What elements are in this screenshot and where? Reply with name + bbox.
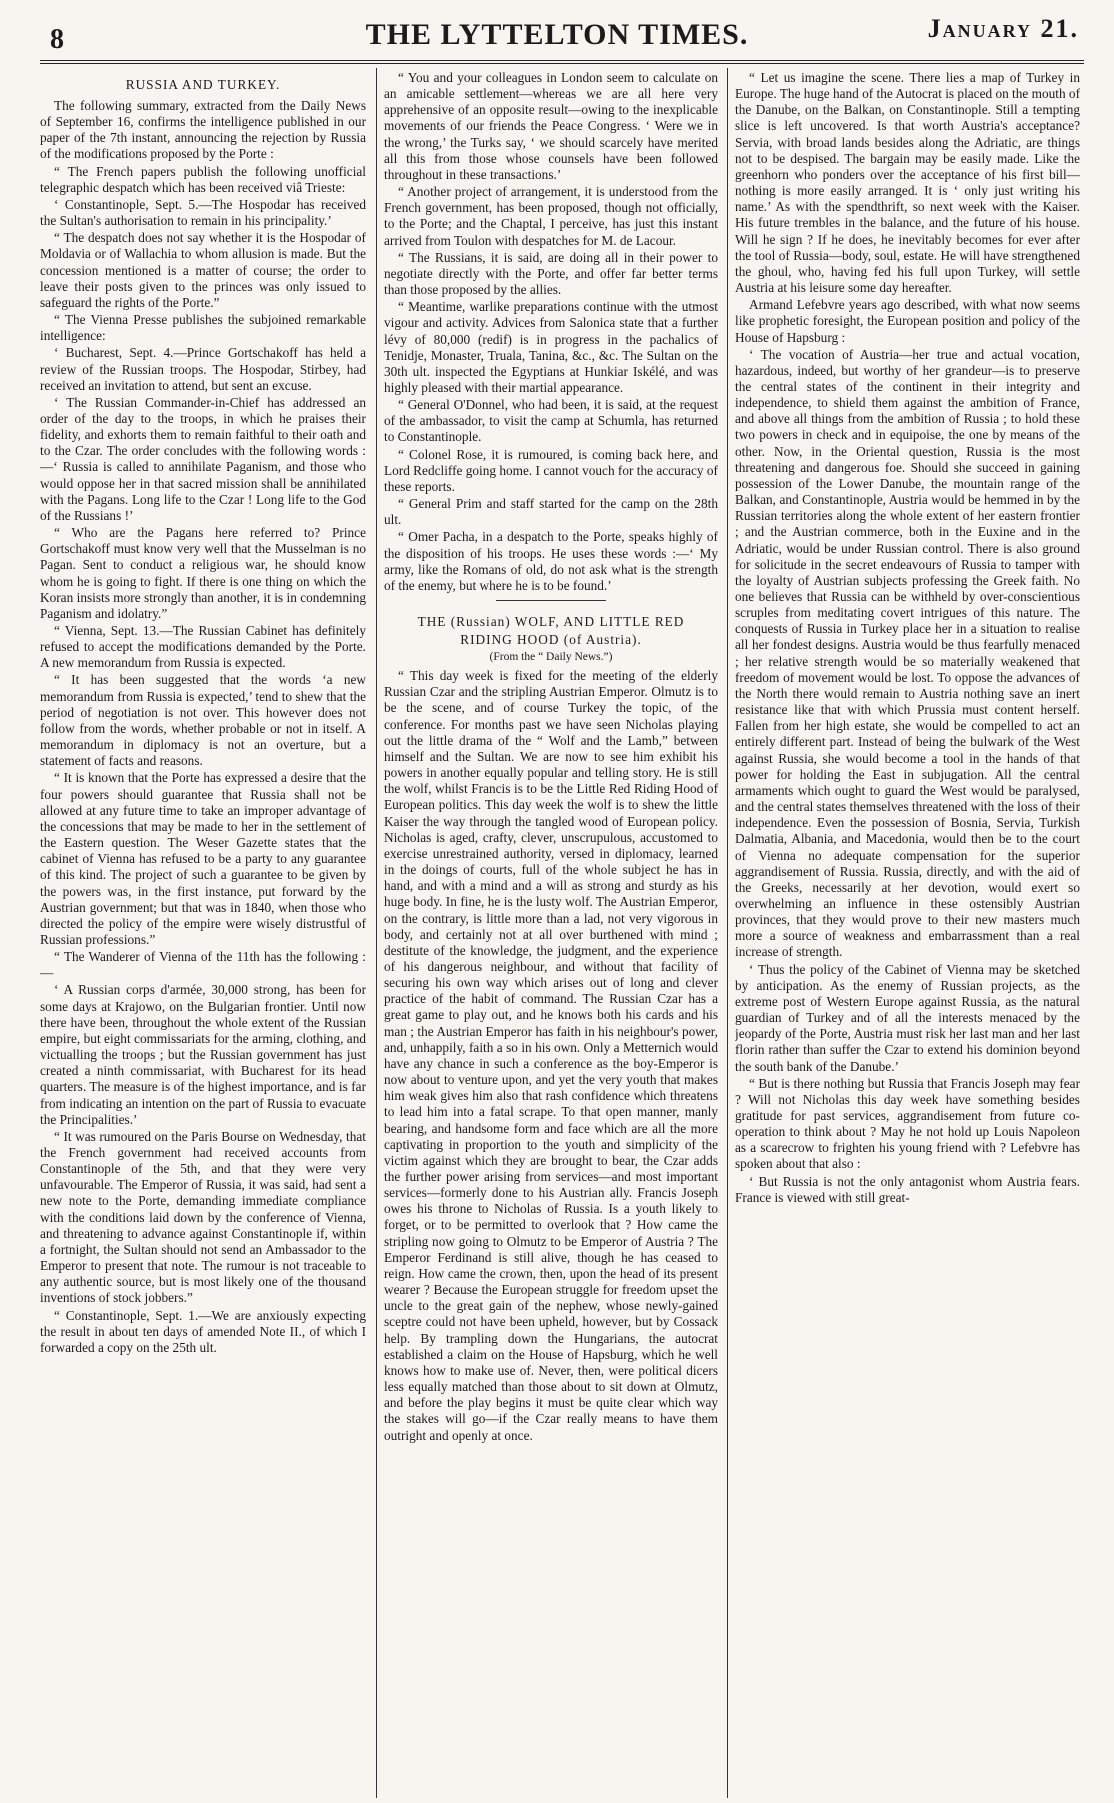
paragraph: “ Colonel Rose, it is rumoured, is coming back here, and Lord Redcliffe going home. I cannot vouch for the accuracy of these reports.	[384, 446, 718, 494]
paragraph: “ Meantime, warlike preparations continue with the utmost vigour and activity. Advices from Salonica state that a further lévy of 80,000 (redif) is in progress in the pachalics of Tenidje, Monaster, Truala, Tanina, &c., &c. The Sultan on the 30th ult. inspected the Egyptians at Hunkiar Iskélé, and was highly pleased with their martial appearance.	[384, 299, 718, 395]
paragraph: “ The despatch does not say whether it is the Hospodar of Moldavia or of Wallachia to whom allusion is made. But the concession mentioned is a matter of course; the order to leave their posts given to the princes was only issued to safeguard the rights of the Porte.”	[40, 230, 366, 310]
paragraph: “ It is known that the Porte has expressed a desire that the four powers should guarantee that Russia shall not be allowed at any future time to take an improper advantage of the concessions that may be made to her in the settlement of the Eastern question. The Weser Gazette states that the cabinet of Vienna has refused to be a party to any guarantee of this kind. The project of such a guarantee to be given by the powers was, in the first instance, put forward by the Austrian government; but that was in 1840, when those who directed the policy of the empire were wisely distrustful of Russian professions.”	[40, 770, 366, 947]
paragraph: ‘ Bucharest, Sept. 4.—Prince Gortschakoff has held a review of the Russian troops. The Hospodar, Stirbey, had received an invitation to attend, but sent an excuse.	[40, 345, 366, 393]
paragraph: Armand Lefebvre years ago described, with what now seems like prophetic foresight, the European position and policy of the House of Hapsburg :	[735, 297, 1080, 345]
column-3	[735, 70, 1080, 1795]
paragraph: “ Let us imagine the scene. There lies a map of Turkey in Europe. The huge hand of the Autocrat is placed on the mouth of the Danube, on the Balkan, on Constantinople. Still a tempting slice is left uncovered. Is that worth Austria's acceptance? Servia, with broad lands besides along the Adriatic, are things not to be despised. The bargain may be easily made. Like the greenhorn who ponders over the acceptance of his first bill—nothing is more easily arranged. It is ‘ only just writing his name.’ As with the spendthrift, so next week with the Kaiser. His future trembles in the balance, and the future of his house. Will he sign ? If he does, he inevitably becomes for ever after the tool of Russia—body, soul, estate. He will have strengthened the ghoul, who, having fed his full upon Turkey, will settle Austria at his leisure some day hereafter.	[735, 70, 1080, 296]
paragraph: ‘ The Russian Commander-in-Chief has addressed an order of the day to the troops, in which he praises their fidelity, and exhorts them to remain faithful to their oath and to the Czar. The order concludes with the following words :—‘ Russia is called to annihilate Paganism, and those who would oppose her in that sacred mission shall be annihilated with the Pagans. Long life to the Czar ! Long life to the God of the Russians !’	[40, 394, 366, 523]
paragraph: The following summary, extracted from the Daily News of September 16, confirms the intelligence published in our paper of the 7th instant, announcing the rejection by Russia of the modifications proposed by the Porte :	[40, 98, 366, 162]
article-byline: (From the “ Daily News.”)	[489, 651, 613, 663]
paragraph: “ Constantinople, Sept. 1.—We are anxiously expecting the result in about ten days of amended Note II., of which I forwarded a copy on the 25th ult.	[40, 1307, 366, 1355]
paragraph: “ This day week is fixed for the meeting of the elderly Russian Czar and the stripling Austrian Emperor. Olmutz is to be the scene, and of course Turkey the topic, of the conference. For months past we have seen Nicholas playing out the little drama of the “ Wolf and the Lamb,” between himself and the Sultan. We are now to see him exhibit his powers in another equally popular and telling story. He is still the wolf, whilst Francis is to be the Little Red Riding Hood of European politics. This day week the wolf is to shew the little Kaiser the way through the tangled wood of European policy. Nicholas is aged, crafty, clever, unscrupulous, accustomed to exercise unrestrained authority, versed in diplomacy, learned in the doings of courts, full of the whole subject he has in hand, and with a mind and a will as strong and sturdy as his huge body. In fine, he is the lusty wolf. The Austrian Emperor, on the contrary, is little more than a lad, not very vigorous in body, and certainly not at all over burthened with mind ; destitute of the knowledge, the judgment, and the experience of his dangerous neighbour, and without that facility of securing his own way which arises out of long and clever practice of the habit of command. The Russian Czar has a great game to play out, and he knows both his cards and his man ; the Austrian Emperor has faith in his neighbour's power, and, unhappily, faith a so in his own. Only a Metternich would have any chance in such a conference as the boy-Emperor is now about to venture upon, and yet the very youth that makes him weak gives him also that rash confidence which threatens to lead him into a fatal scrape. To that open manner, manly bearing, and handsome form and face which are all the more captivating in proportion to the youth and simplicity of the victim against which they are brought to bear, the Czar adds the further power arising from services—and most important services—formerly done to his Austrian ally. Francis Joseph owes his throne to Nicholas of Russia. Is a youth likely to forget, or to be permitted to overlook that ? How came the stripling now going to Olmutz to be Emperor of Austria ? The Emperor Ferdinand is still alive, though he has ceased to reign. How came the crown, then, upon the head of its present wearer ? Because the European struggle for freedom upset the uncle to the great gain of the nephew, whose newly-gained sceptre could not have been upheld, however, but by Cossack help. By trampling down the Hungarians, the autocrat established a claim on the House of Hapsburg, which he well knows how to make use of. Never, then, were political dicers less equally matched than those about to sit down at Olmutz, and before the play begins it must be quite clear which way the stakes will go—if the Czar really means to have them outright and openly at once.	[384, 668, 718, 1443]
paragraph: “ General Prim and staff started for the camp on the 28th ult.	[384, 496, 718, 528]
paragraph: ‘ The vocation of Austria—her true and actual vocation, hazardous, indeed, but worthy of her grandeur—is to preserve the central states of the continent in their integrity and independence, to shield them against the ambition of France, and above all things from the ambition of Russia ; to hold these two powers in check and in equipoise, the one by means of the other. Now, in the Oriental question, Russia is the most threatening and dangerous foe. Should she succeed in gaining possession of the Lower Danube, the mountain range of the Balkan, and Constantinople, Austria would be hemmed in by the Russian territories along the whole extent of her eastern frontier ; and the Austrian commerce, both in the Euxine and in the Adriatic, would be under Russian control. There is also ground for solicitude in the secret endeavours of Russia to tamper with the loyalty of Austrian subjects professing the Greek faith. No one believes that Russia can be withheld by over-conscientious scruples from meditating covert intrigues of this nature. The conquests of Russia in Turkey place her in a situation to realise all her fondest designs. Austria would be thus fearfully menaced ; her relative strength would be so materially weakened that freedom of movement would be lost. To oppose the advances of the North there would remain to Austria nothing save an inert resistance like that with which Prussia must content herself. Fallen from her high estate, she would be compelled to act an entirely different part. Instead of being the bulwark of the West against Russia, she would become a tool in the hands of that power for holding the East in subjugation. All the central armaments which ought to guard the West would be paralysed, and the central states themselves threatened with the loss of their independence. Even the possession of Bosnia, Servia, Turkish Dalmatia, Albania, and Macedonia, would then be to the court of Vienna no adequate compensation for the superior aggrandisement of Russia. Russia, directly, and with the aid of the Greeks, necessarily at her devotion, would exert so overwhelming an influence in these ostensibly Austrian provinces, that they would prove to their new masters much more a source of weakness and embarrassment than a real increase of strength.	[735, 346, 1080, 960]
paragraph: “ The French papers publish the following unofficial telegraphic despatch which has been received viâ Trieste:	[40, 163, 366, 195]
column-2	[384, 70, 718, 1795]
paragraph: “ The Russians, it is said, are doing all in their power to negotiate directly with the Porte, and offer far better terms than those proposed by the allies.	[384, 249, 718, 298]
paragraph: “ Vienna, Sept. 13.—The Russian Cabinet has definitely refused to accept the modifications demanded by the Porte. A new memorandum from Russia is expected.	[40, 623, 366, 671]
paragraph: “ It has been suggested that the words ‘a new memorandum from Russia is expected,’ tend to shew that the period of negotiation is not over. This however does not follow from the words, whether probable or not in itself. A memorandum in diplomacy is not an overture, but a statement of facts and reasons.	[40, 672, 366, 769]
paper-title: THE LYTTELTON TIMES.	[365, 18, 749, 51]
column-1	[40, 70, 366, 1795]
paragraph: “ The Wanderer of Vienna of the 11th has the following :—	[40, 949, 366, 981]
article-title-wolf-line-1: THE (Russian) WOLF, AND LITTLE RED	[417, 614, 685, 629]
section-divider	[496, 600, 606, 601]
article-title-russia-turkey: RUSSIA AND TURKEY.	[125, 77, 281, 92]
paragraph: “ But is there nothing but Russia that Francis Joseph may fear ? Will not Nicholas this day week have something besides gratitude for past services, aggrandisement from future co-operation to think about ? May he not hold up Louis Napoleon as a scarecrow to frighten his young friend with ? Lefebvre has spoken about that also :	[735, 1075, 1080, 1172]
page-number: 8	[50, 24, 64, 55]
paragraph: “ Omer Pacha, in a despatch to the Porte, speaks highly of the disposition of his troops. He uses these words :—‘ My army, like the Romans of old, do not ask what is the strength of the enemy, but where he is to be found.’	[384, 529, 718, 593]
paragraph: “ You and your colleagues in London seem to calculate on an amicable settlement—whereas we are all here very apprehensive of an opposite result—owing to the inexplicable movements of our friends the Peace Congress. ‘ Were we in the wrong,’ the Turks say, ‘ we should scarcely have merited all this from those whose counsels have been followed throughout in these transactions.’	[384, 70, 718, 182]
masthead	[0, 0, 1114, 62]
paragraph: “ Who are the Pagans here referred to? Prince Gortschakoff must know very well that the Musselman is no Pagan. Sent to conduct a religious war, he should know whom he is going to fight. If there is one thing on which the Koran insists more strongly than another, it is in condemning Paganism and idolatry.”	[40, 525, 366, 621]
paragraph: ‘ Thus the policy of the Cabinet of Vienna may be sketched by anticipation. As the enemy of Russian projects, as the extreme post of Western Europe against Russia, as the natural guardian of Turkey and of all the interests menaced by the jeopardy of the Porte, Austria must risk her last man and her last florin rather than suffer the Czar to extend his dominion beyond the south bank of the Danube.’	[735, 961, 1080, 1074]
article-title-wolf-line-2: RIDING HOOD (of Austria).	[460, 632, 642, 647]
paragraph: ‘ A Russian corps d'armée, 30,000 strong, has been for some days at Krajowo, on the Bulgarian frontier. Until now there have been, throughout the whole extent of the Russian empire, but eight commissariats for the arming, clothing, and victualling the troops ; but the Russian government has just created a ninth commissariat, with Bucharest for its head quarters. The measure is of the highest importance, and is far from indicating an intention on the part of Russia to evacuate the Principalities.’	[40, 982, 366, 1127]
paragraph: “ General O'Donnel, who had been, it is said, at the request of the ambassador, to visit the camp at Schumla, has returned to Constantinople.	[384, 397, 718, 445]
column-divider	[727, 68, 728, 1798]
paragraph: “ The Vienna Presse publishes the subjoined remarkable intelligence:	[40, 312, 366, 344]
paragraph: “ Another project of arrangement, it is understood from the French government, has been proposed, though not officially, to the Porte; and the Chaptal, I perceive, has just this instant arrived from Toulon with despatches for M. de Lacour.	[384, 184, 718, 248]
paragraph: “ It was rumoured on the Paris Bourse on Wednesday, that the French government had received accounts from Constantinople of the 5th, and that they were very unfavourable. The Emperor of Russia, it was said, had sent a new note to the Porte, demanding immediate compliance with the conditions laid down by the conference of Vienna, and threatening to advance against Constantinople if, within a fortnight, the Sultan should not send an Ambassador to the Emperor to present that note. The rumour is not traceable to any authentic source, but is most likely one of the thousand inventions of stock jobbers.”	[40, 1128, 366, 1306]
paragraph: ‘ But Russia is not the only antagonist whom Austria fears. France is viewed with still great-	[735, 1173, 1080, 1205]
column-divider	[376, 68, 377, 1798]
issue-date: January 21.	[927, 14, 1079, 43]
paragraph: ‘ Constantinople, Sept. 5.—The Hospodar has received the Sultan's authorisation to remain in his principality.’	[40, 196, 366, 229]
masthead-rule	[40, 60, 1084, 64]
